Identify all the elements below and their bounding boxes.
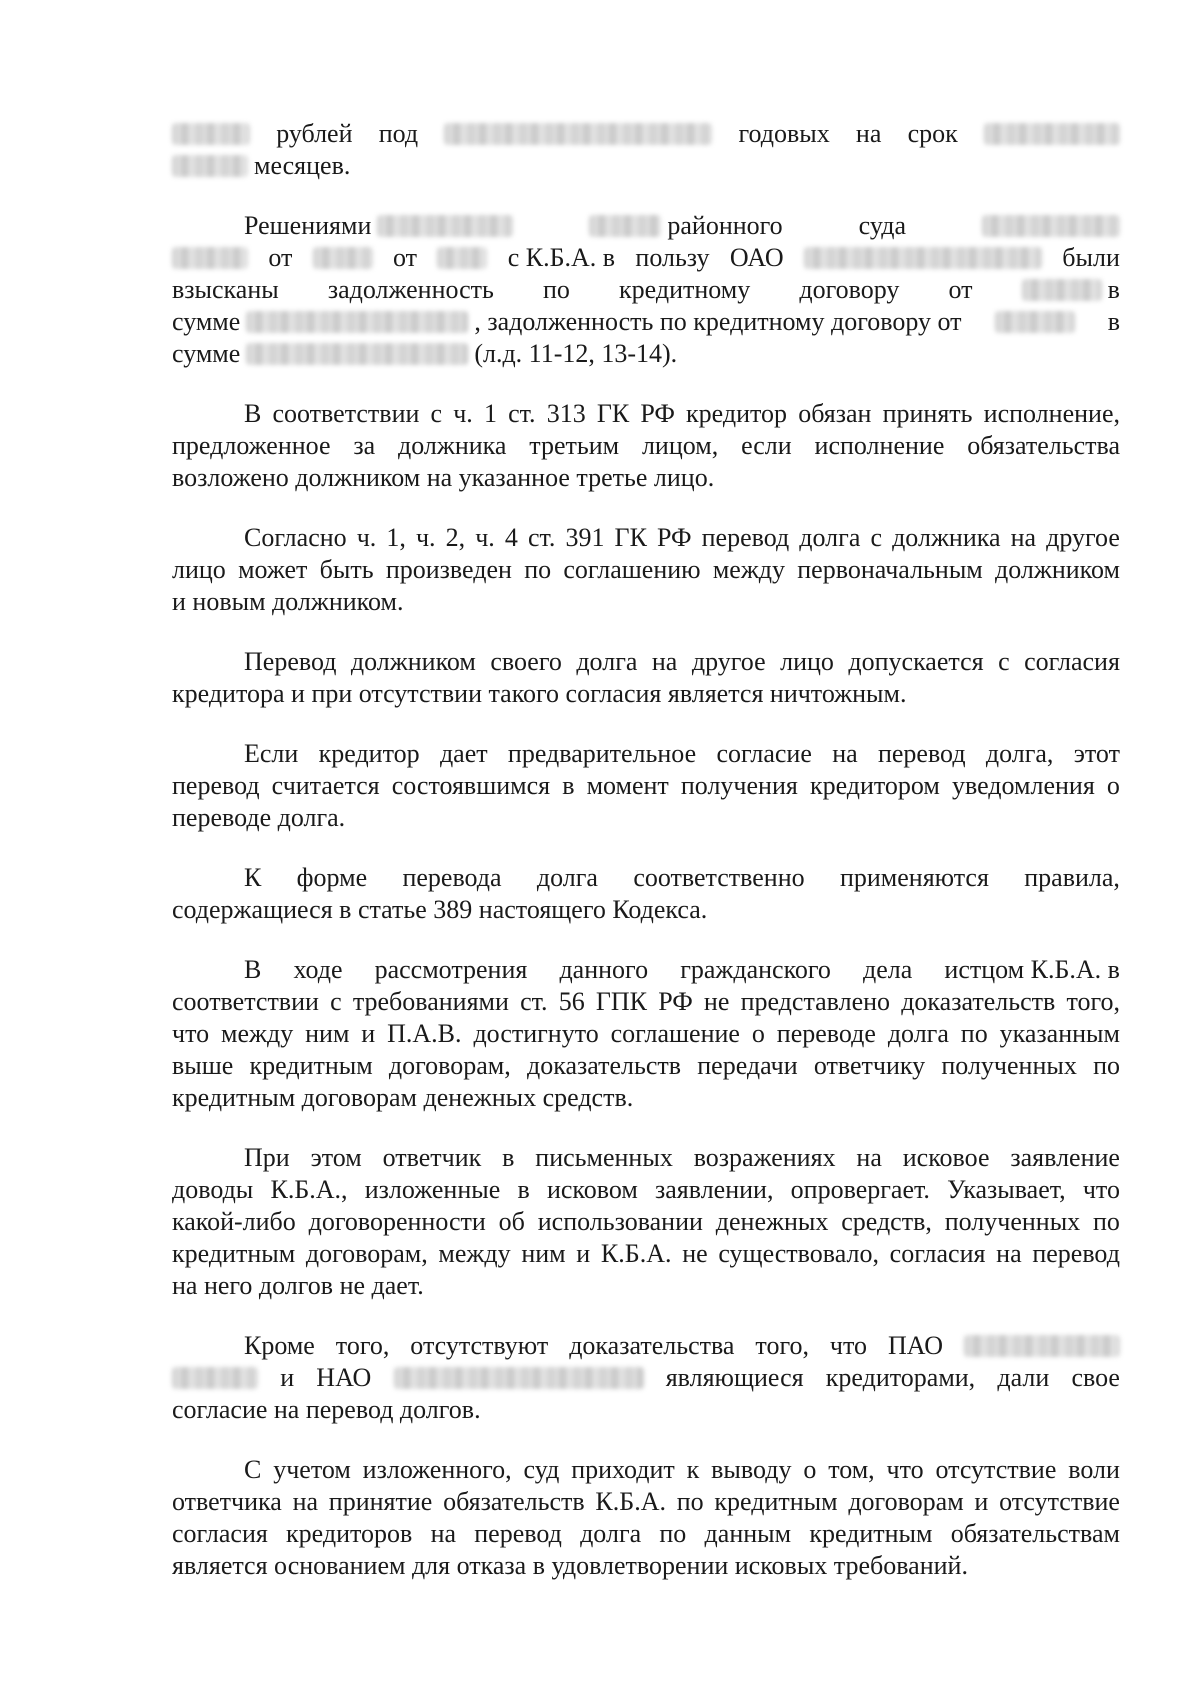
- redacted-region-cont: [172, 247, 248, 269]
- word: между: [438, 1239, 511, 1268]
- word: РФ: [657, 523, 692, 552]
- word: должником: [995, 555, 1120, 584]
- word: Кроме: [244, 1331, 315, 1360]
- word: от: [948, 275, 973, 304]
- word: существовало,: [718, 1239, 879, 1268]
- word: РФ: [658, 987, 693, 1016]
- word: истцом К.Б.А. в: [944, 955, 1120, 984]
- word: НАО: [316, 1363, 372, 1392]
- p8-line-2: [172, 1174, 1120, 1206]
- word: соответствии: [272, 399, 420, 428]
- word: учетом: [273, 1455, 351, 1484]
- word: опровергает.: [790, 1175, 930, 1204]
- p3-line-2: [172, 554, 1120, 586]
- p7-line-3: [172, 1018, 1120, 1050]
- word: выше: [172, 1051, 234, 1080]
- word: ст.: [520, 987, 548, 1016]
- word: лицом,: [641, 431, 719, 460]
- word: рассмотрения: [374, 955, 528, 984]
- word: с: [430, 399, 443, 428]
- word: не: [682, 1239, 708, 1268]
- word: того,: [1066, 987, 1120, 1016]
- word: сумме: [172, 307, 241, 336]
- word: месяцев.: [254, 151, 351, 180]
- word: с: [998, 647, 1010, 676]
- word: и: [576, 1239, 591, 1268]
- word: были: [1062, 243, 1120, 272]
- p10-line-3: [172, 1518, 1120, 1550]
- word: полученных: [944, 1207, 1081, 1236]
- word: состоявшимся: [391, 771, 551, 800]
- word: договорам: [848, 1487, 964, 1516]
- word: должником: [350, 647, 476, 676]
- word: предложенное: [172, 431, 331, 460]
- word: первоначальным: [797, 555, 983, 584]
- word: какой-либо: [172, 1207, 296, 1236]
- p8-line-3: [172, 1206, 1120, 1238]
- word: сумме: [172, 339, 241, 368]
- word: дает: [439, 739, 488, 768]
- word: ГПК: [595, 987, 648, 1016]
- redacted-rate: [444, 123, 712, 145]
- word: перевод: [172, 771, 260, 800]
- p8-line-5: на него долгов не дает.: [172, 1271, 424, 1300]
- p4-line-2: кредитора и при отсутствии такого согласия является ничтожным.: [172, 679, 907, 708]
- p7-line-1: [172, 954, 1120, 986]
- p10-line-4: является основанием для отказа в удовлетворении исковых требований.: [172, 1551, 968, 1580]
- word: если: [741, 431, 792, 460]
- word: кредитному: [619, 275, 751, 304]
- word: кредитным: [714, 1487, 838, 1516]
- word: на: [1010, 523, 1037, 552]
- word: 1: [483, 399, 497, 428]
- word: договорам,: [388, 1051, 511, 1080]
- word: отсутствие: [999, 1487, 1120, 1516]
- word: П.А.В.: [387, 1019, 462, 1048]
- word: на: [996, 1239, 1022, 1268]
- word: С: [244, 1455, 262, 1484]
- word: К.Б.А.,: [270, 1175, 348, 1204]
- word: в: [1107, 275, 1120, 304]
- word: данного: [559, 955, 649, 984]
- word: районного: [667, 211, 783, 240]
- word: должника: [892, 523, 1001, 552]
- word: от: [268, 243, 293, 272]
- word: 56: [558, 987, 585, 1016]
- word: дали: [997, 1363, 1050, 1392]
- word: с К.Б.А. в: [507, 243, 616, 272]
- word: того,: [755, 1331, 809, 1360]
- p6-line-1: [172, 862, 1120, 894]
- word: получения: [680, 771, 798, 800]
- word: что: [829, 1331, 868, 1360]
- word: письменных: [535, 1143, 673, 1172]
- word: годовых: [738, 119, 830, 148]
- word: исполнение: [814, 431, 945, 460]
- word: по: [659, 1519, 687, 1548]
- word: другое: [1046, 523, 1120, 552]
- word: перевода: [402, 863, 502, 892]
- word: перевод: [474, 1519, 562, 1548]
- word: изложенного,: [362, 1455, 512, 1484]
- word: кредиторами,: [825, 1363, 976, 1392]
- word: соответственно: [633, 863, 805, 892]
- word: от: [393, 243, 418, 272]
- word: считается: [271, 771, 380, 800]
- word: Согласно: [244, 523, 347, 552]
- p9-line-2: [172, 1362, 1120, 1394]
- word: ГК: [596, 399, 630, 428]
- word: перевод: [877, 739, 966, 768]
- p7-line-4: [172, 1050, 1120, 1082]
- word: кредитором: [809, 771, 940, 800]
- word: доводы: [172, 1175, 254, 1204]
- p1-line-4: [172, 306, 1120, 338]
- word: должника: [398, 431, 507, 460]
- word: правила,: [1024, 863, 1120, 892]
- word: на: [430, 1519, 457, 1548]
- word: долга,: [985, 739, 1054, 768]
- word: ответчика: [172, 1487, 282, 1516]
- word: обязательства: [967, 431, 1120, 460]
- word: Указывает,: [947, 1175, 1066, 1204]
- word: представлено: [740, 987, 891, 1016]
- word: на: [292, 1487, 319, 1516]
- redacted-term-cont: [172, 155, 248, 177]
- redacted-nao-name: [394, 1367, 644, 1389]
- word: на: [855, 119, 882, 148]
- word: РФ: [640, 399, 675, 428]
- word: принять: [882, 399, 973, 428]
- word: перевод: [701, 523, 790, 552]
- word: по: [960, 1019, 988, 1048]
- word: (л.д. 11-12, 13-14).: [474, 339, 678, 368]
- word: К.Б.А.: [595, 1487, 666, 1516]
- word: исковом: [546, 1175, 638, 1204]
- word: ч.: [356, 523, 377, 552]
- word: суда: [858, 211, 906, 240]
- word: договору: [799, 275, 900, 304]
- word: кредитным: [809, 1519, 933, 1548]
- word: денежных: [715, 1207, 829, 1236]
- word: перевод: [1032, 1239, 1120, 1268]
- word: применяются: [839, 863, 989, 892]
- redacted-pao-name: [964, 1335, 1120, 1357]
- word: ПАО: [887, 1331, 944, 1360]
- p7-line-5: кредитным договорам денежных средств.: [172, 1083, 634, 1112]
- word: согласия: [889, 1239, 986, 1268]
- p1-line-1: [172, 210, 1120, 242]
- word: о: [751, 1019, 765, 1048]
- word: что: [1082, 1175, 1120, 1204]
- word: суд: [523, 1455, 560, 1484]
- word: в: [1107, 307, 1120, 336]
- word: том,: [828, 1455, 875, 1484]
- word: долга: [536, 863, 598, 892]
- redacted-pao-name-cont: [172, 1367, 258, 1389]
- word: достигнуто: [473, 1019, 599, 1048]
- p0-line-2: [172, 150, 1120, 182]
- document-body: [172, 118, 1120, 1582]
- redacted-court-region: [982, 215, 1120, 237]
- p9-line-3: согласие на перевод долгов.: [172, 1395, 481, 1424]
- p0-line-1: [172, 118, 1120, 150]
- word: согласия: [172, 1519, 268, 1548]
- word: что: [172, 1019, 210, 1048]
- word: и: [361, 1019, 376, 1048]
- word: Решениями: [244, 211, 372, 240]
- word: может: [238, 555, 308, 584]
- word: ходе: [293, 955, 343, 984]
- word: задолженность: [327, 275, 494, 304]
- word: между: [221, 1019, 294, 1048]
- word: под: [378, 119, 419, 148]
- word: третьим: [529, 431, 620, 460]
- word: передачи: [697, 1051, 798, 1080]
- word: принятие: [328, 1487, 433, 1516]
- word: свое: [1071, 1363, 1120, 1392]
- word: между: [712, 555, 786, 584]
- word: не: [703, 987, 730, 1016]
- p5-line-1: [172, 738, 1120, 770]
- word: В: [244, 955, 262, 984]
- p3-line-3: и новым должником.: [172, 587, 404, 616]
- redacted-contract-date-1: [1022, 279, 1102, 301]
- word: в: [517, 1175, 530, 1204]
- word: исковое: [902, 1143, 990, 1172]
- word: того,: [335, 1331, 390, 1360]
- word: ч.: [453, 399, 473, 428]
- word: ст.: [508, 399, 536, 428]
- word: кредитным: [172, 1239, 296, 1268]
- word: ч.: [415, 523, 436, 552]
- word: заявление: [1010, 1143, 1120, 1172]
- redacted-sum-1: [246, 311, 468, 333]
- word: долга: [799, 523, 861, 552]
- p9-line-1: [172, 1330, 1120, 1362]
- word: обязательств: [443, 1487, 585, 1516]
- word: кредитор: [318, 739, 420, 768]
- word: ст.: [527, 523, 556, 552]
- word: дела: [863, 955, 913, 984]
- word: доказательства: [569, 1331, 735, 1360]
- word: приходит: [571, 1455, 675, 1484]
- word: доказательств: [901, 987, 1056, 1016]
- word: момент: [586, 771, 669, 800]
- word: соглашению: [563, 555, 701, 584]
- p2-line-1: [172, 398, 1120, 430]
- word: своего: [490, 647, 562, 676]
- word: гражданского: [680, 955, 831, 984]
- word: форме: [296, 863, 368, 892]
- word: что: [886, 1455, 924, 1484]
- redacted-date-1: [313, 247, 373, 269]
- word: пользу: [635, 243, 710, 272]
- word: 391: [565, 523, 605, 552]
- word: за: [353, 431, 376, 460]
- word: заявлении,: [654, 1175, 774, 1204]
- word: этот: [1073, 739, 1120, 768]
- word: ответчику: [813, 1051, 926, 1080]
- word: полученных: [941, 1051, 1077, 1080]
- word: лицо: [172, 555, 226, 584]
- word: 2,: [445, 523, 466, 552]
- p2-line-2: [172, 430, 1120, 462]
- word: быть: [319, 555, 374, 584]
- word: исполнение,: [983, 399, 1120, 428]
- word: на: [651, 647, 678, 676]
- word: Перевод: [244, 647, 337, 676]
- word: на: [832, 739, 858, 768]
- word: Если: [244, 739, 299, 768]
- word: ч.: [475, 523, 495, 552]
- word: взысканы: [172, 275, 279, 304]
- word: отсутствие: [935, 1455, 1057, 1484]
- word: к: [686, 1455, 700, 1484]
- word: по: [543, 275, 570, 304]
- word: долга: [580, 1519, 642, 1548]
- word: по: [676, 1487, 704, 1516]
- word: по: [524, 555, 552, 584]
- p5-line-2: [172, 770, 1120, 802]
- word: на: [856, 1143, 882, 1172]
- word: 1,: [386, 523, 406, 552]
- word: и: [280, 1363, 295, 1392]
- p10-line-2: [172, 1486, 1120, 1518]
- word: ГК: [614, 523, 647, 552]
- word: о: [1106, 771, 1120, 800]
- p1-line-3: [172, 274, 1120, 306]
- p2-line-3: возложено должником на указанное третье лицо.: [172, 463, 715, 492]
- word: этом: [310, 1143, 362, 1172]
- p7-line-2: [172, 986, 1120, 1018]
- word: являющиеся: [665, 1363, 804, 1392]
- p1-line-2: [172, 242, 1120, 274]
- word: договорам,: [305, 1239, 428, 1268]
- word: кредиторов: [286, 1519, 413, 1548]
- redacted-bank-name: [804, 247, 1042, 269]
- word: К: [244, 863, 262, 892]
- word: переводе: [776, 1019, 876, 1048]
- redacted-court-name: [377, 215, 513, 237]
- p8-line-4: [172, 1238, 1120, 1270]
- word: уведомления: [951, 771, 1095, 800]
- word: в: [502, 1143, 515, 1172]
- word: другое: [691, 647, 766, 676]
- word: кредитор: [686, 399, 788, 428]
- word: обязан: [798, 399, 872, 428]
- p1-line-5: [172, 338, 1120, 370]
- word: указанным: [999, 1019, 1120, 1048]
- redacted-contract-date-2: [995, 311, 1075, 333]
- word: произведен: [385, 555, 512, 584]
- word: долга: [887, 1019, 949, 1048]
- word: ним: [521, 1239, 566, 1268]
- word: ответчик: [382, 1143, 482, 1172]
- word: срок: [907, 119, 958, 148]
- word: 313: [546, 399, 586, 428]
- word: в: [562, 771, 575, 800]
- word: об: [498, 1207, 525, 1236]
- word: соглашение: [610, 1019, 740, 1048]
- word: о: [803, 1455, 817, 1484]
- p8-line-1: [172, 1142, 1120, 1174]
- word: возражениях: [693, 1143, 836, 1172]
- p5-line-3: переводе долга.: [172, 803, 346, 832]
- word: 4: [504, 523, 518, 552]
- word: предварительное: [507, 739, 697, 768]
- p3-line-1: [172, 522, 1120, 554]
- word: В: [244, 399, 262, 428]
- word: долга: [576, 647, 638, 676]
- redacted-court-name-2: [589, 215, 661, 237]
- p6-line-2: содержащиеся в статье 389 настоящего Кодекса.: [172, 895, 708, 924]
- redacted-term: [984, 123, 1120, 145]
- word: К.Б.А.: [600, 1239, 672, 1268]
- redacted-sum-2: [246, 343, 468, 365]
- word: допускается: [848, 647, 984, 676]
- word: с: [870, 523, 882, 552]
- word: с: [330, 987, 342, 1016]
- word: рублей: [276, 119, 353, 148]
- word: При: [244, 1143, 290, 1172]
- word: использовании: [537, 1207, 703, 1236]
- word: отсутствуют: [410, 1331, 549, 1360]
- word: изложенные: [364, 1175, 501, 1204]
- word: требованиями: [352, 987, 509, 1016]
- word: ним: [305, 1019, 350, 1048]
- word: кредитным: [249, 1051, 373, 1080]
- redacted-date-2: [437, 247, 487, 269]
- word: , задолженность по кредитному договору от: [474, 307, 962, 336]
- word: средств,: [841, 1207, 932, 1236]
- word: согласия: [1024, 647, 1120, 676]
- word: ОАО: [729, 243, 784, 272]
- word: обязательствам: [950, 1519, 1120, 1548]
- p10-line-1: [172, 1454, 1120, 1486]
- word: выводу: [711, 1455, 792, 1484]
- word: соответствии: [172, 987, 319, 1016]
- word: по: [1093, 1207, 1120, 1236]
- word: воли: [1068, 1455, 1120, 1484]
- word: доказательств: [526, 1051, 682, 1080]
- word: по: [1093, 1051, 1120, 1080]
- redacted-amount: [172, 123, 250, 145]
- p4-line-1: [172, 646, 1120, 678]
- word: согласие: [716, 739, 812, 768]
- word: лицо: [780, 647, 834, 676]
- word: и: [974, 1487, 989, 1516]
- word: данным: [704, 1519, 792, 1548]
- word: договоренности: [308, 1207, 486, 1236]
